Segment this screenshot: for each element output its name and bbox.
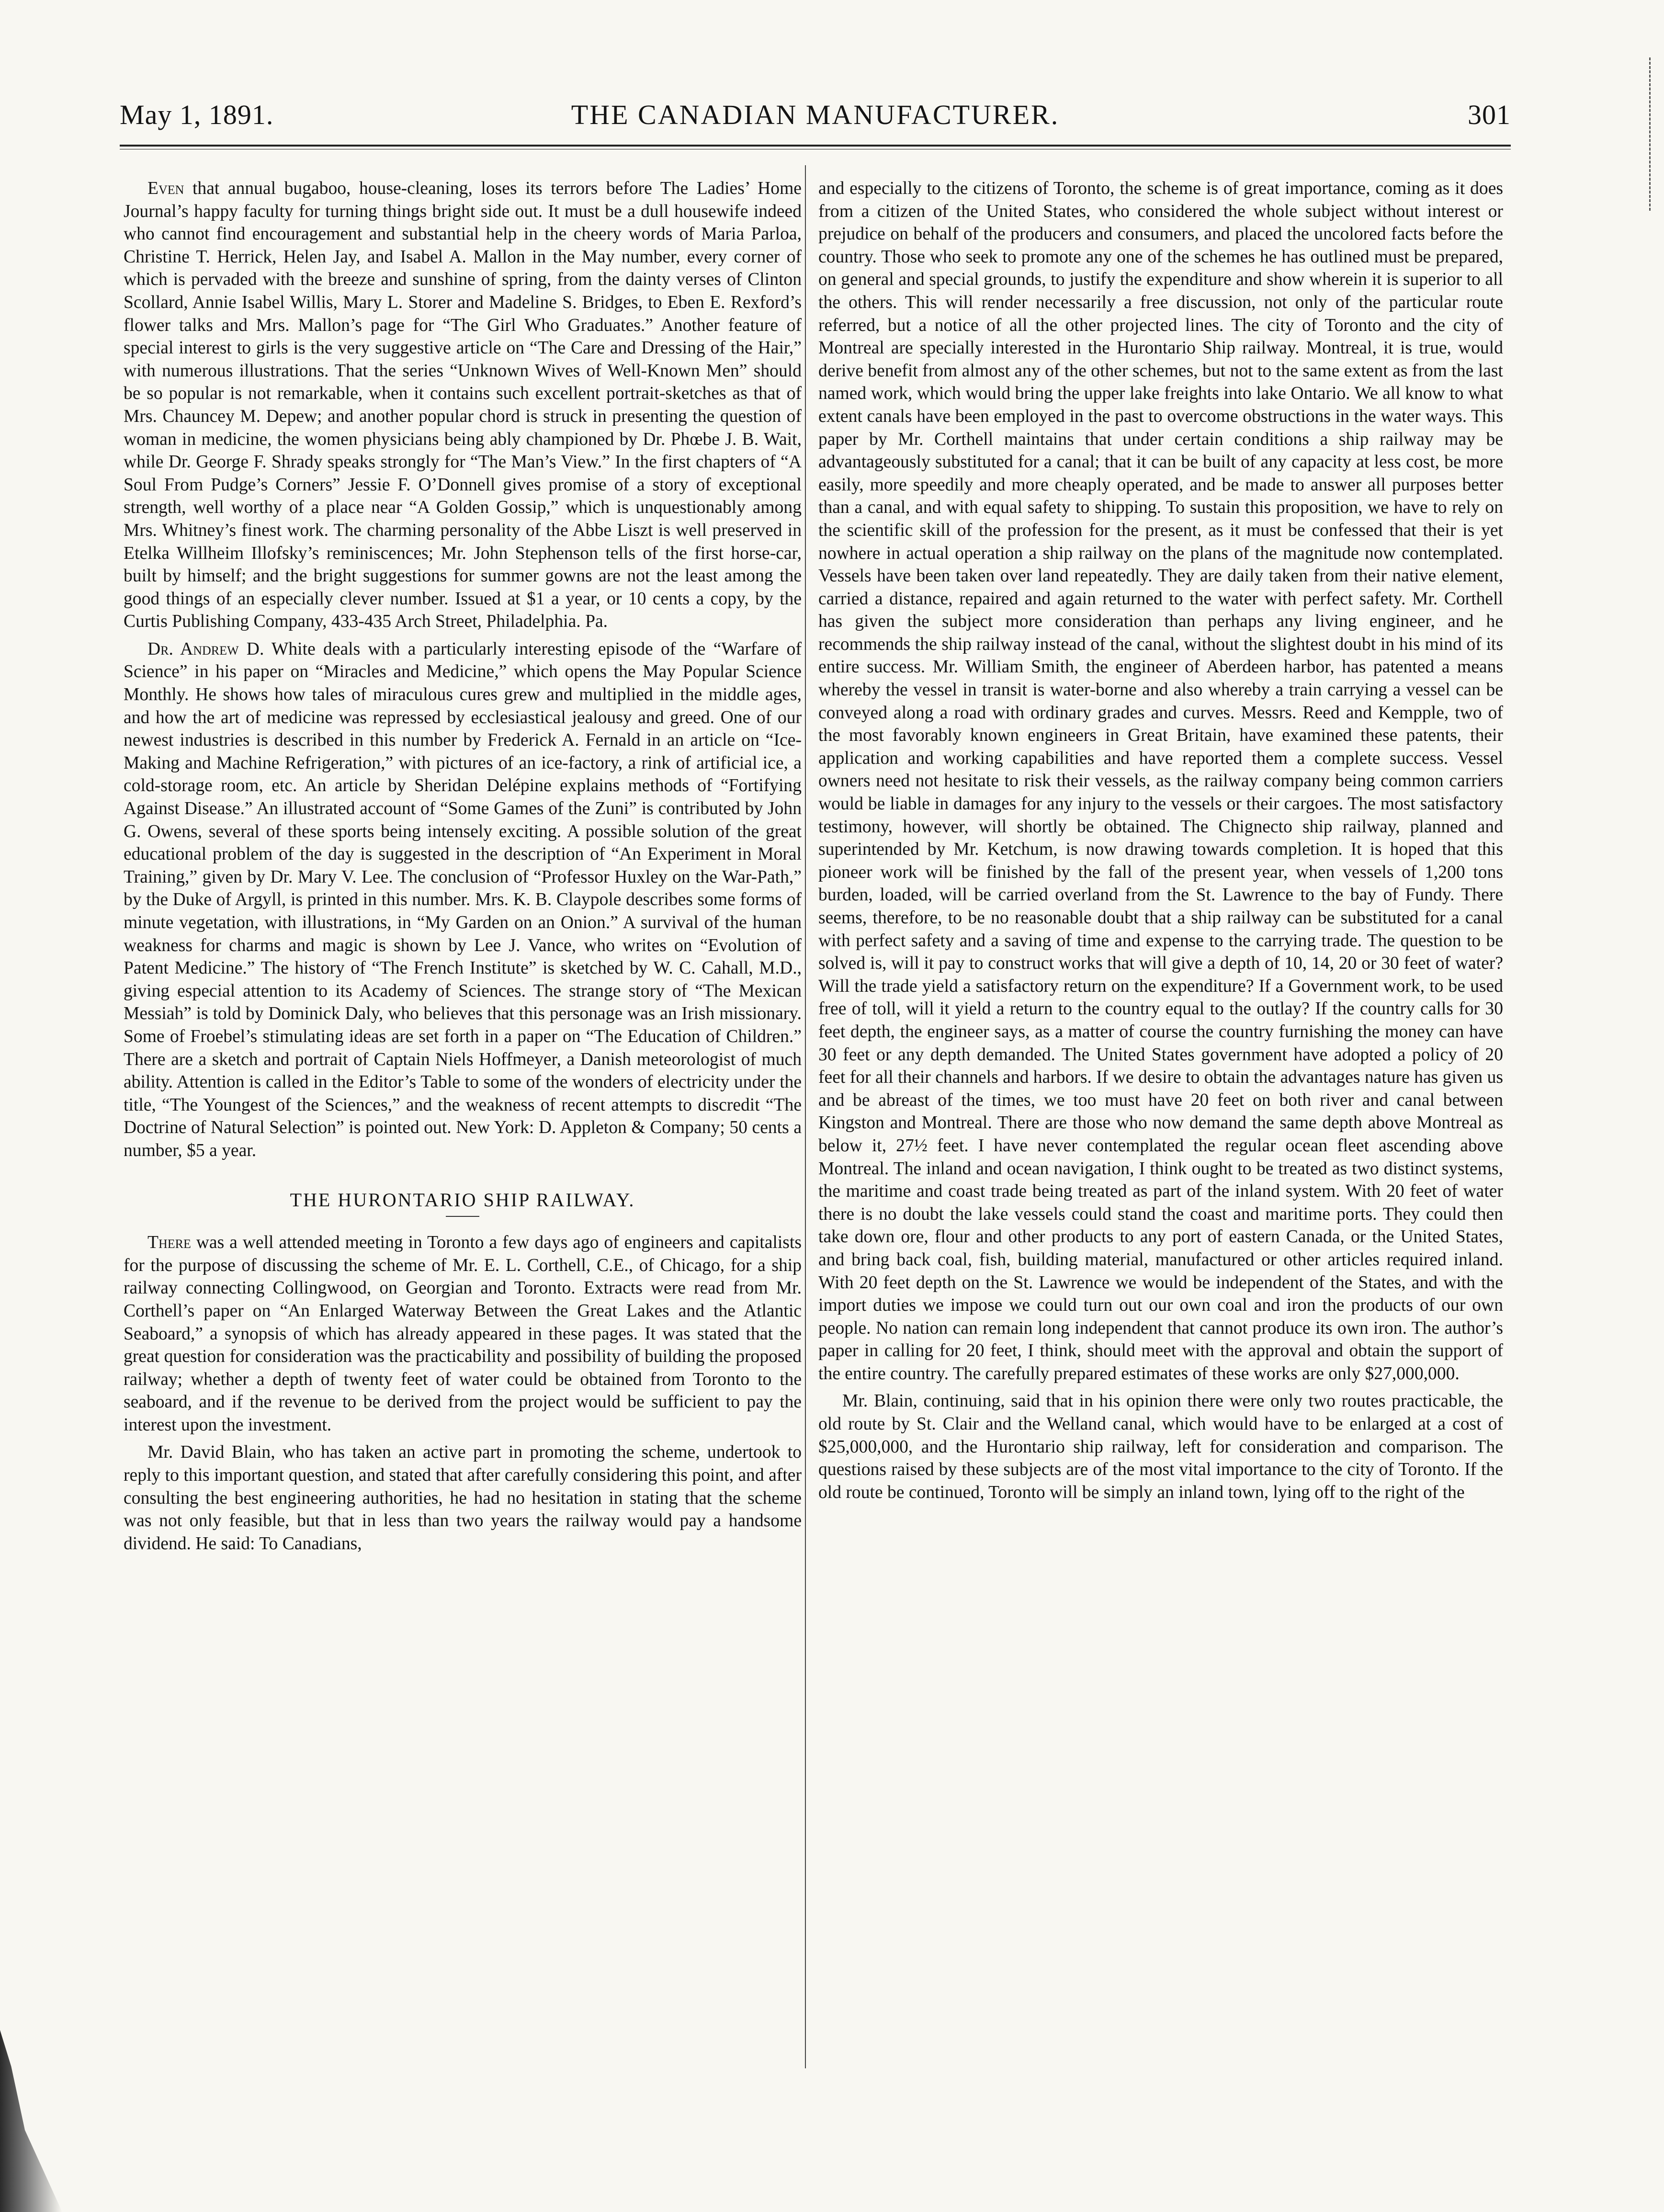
right-column (818, 177, 1503, 1509)
blain-continuing-paragraph: Mr. Blain, continuing, said that in his opinion there were only two routes practicable, the old route by St. Clair and the Welland canal, which would have to be enlarged at a cost of $25,000,000, and the Hurontario ship railway, left for consideration and comparison. The questions raised by these subjects are of the most vital importance to the city of Toronto. If the old route be continued, Toronto will be simply an inland town, lying off to the right of the (818, 1391, 1503, 1502)
paragraph-lead: There (147, 1233, 191, 1253)
continued-paragraph: and especially to the citizens of Toronto, the scheme is of great importance, coming as it does from a citizen of the United States, who considered the whole subject without interest or prejudice on behalf of the producers and consumers, and placed the uncolored facts before the country. Those who seek to promote any one of the schemes he has outlined must be prepared, on general and special grounds, to justify the expenditure and show wherein it is superior to all the others. This will render necessarily a free discussion, not only of the particular route referred, but a notice of all the other projected lines. The city of Toronto and the city of Montreal are specially interested in the Hurontario Ship railway. Montreal, it is true, would derive benefit from almost any of the other schemes, but not to the same extent as from the last named work, which would bring the upper lake freights into lake Ontario. We all know to what extent canals have been employed in the past to overcome obstructions in the water ways. This paper by Mr. Corthell maintains that under certain conditions a ship railway may be advantageously substituted for a canal; that it can be built of any capacity at less cost, be more easily, more speedily and more cheaply operated, and be made to answer all purposes better than a canal, and with equal safety to shipping. To sustain this proposition, we have to rely on the scientific skill of the profession for the present, as it must be confessed that their is yet nowhere in actual operation a ship railway on the plans of the magnitude now contemplated. Vessels have been taken over land repeatedly. They are daily taken from their native element, carried a distance, repaired and again returned to the water with perfect safety. Mr. Corthell has given the subject more consideration than perhaps any living engineer, and he recommends the ship railway instead of the canal, without the slightest doubt in his mind of its entire success. Mr. William Smith, the engineer of Aberdeen harbor, has patented a means whereby the vessel in transit is water-borne and also whereby a train carrying a vessel can be conveyed along a road with ordinary grades and curves. Messrs. Reed and Kempple, two of the most favorably known engineers in Great Britain, have examined these patents, their application and working capabilities and have reported them a complete success. Vessel owners need not hesitate to risk their vessels, as the railway company being common carriers would be liable in damages for any injury to the vessels or their cargoes. The most satisfactory testimony, however, will shortly be obtained. The Chignecto ship railway, planned and superintended by Mr. Ketchum, is now drawing towards completion. It is hoped that this pioneer work will be finished by the fall of the present year, when vessels of 1,200 tons burden, loaded, will be carried overland from the St. Lawrence to the bay of Fundy. There seems, therefore, to be no reasonable doubt that a ship railway can be substituted for a canal with perfect safety and a saving of time and expense to the carrying trade. The question to be solved is, will it pay to construct works that will give a depth of 10, 14, 20 or 30 feet of water? Will the trade yield a satisfactory return on the expenditure? If a Government work, to be used free of toll, will it yield a return to the country equal to the outlay? If the country calls for 30 feet depth, the engineer says, as a matter of course the country furnishing the money can have 30 feet or any depth demanded. The United States government have adopted a policy of 20 feet for all their channels and harbors. If we desire to obtain the advantages nature has given us and be abreast of the times, we too must have 20 feet on both river and canal between Kingston and Montreal. There are those who now demand the same depth above Montreal as below it, 27½ feet. I have never contemplated the regular ocean fleet ascending above Montreal. The inland and ocean navigation, I think ought to be treated as two distinct systems, the maritime and coast trade being treated as part of the inland system. With 20 feet of water there is no doubt the lake vessels could stand the coast and maritime ports. They could then take down ore, flour and other products to any port of eastern Canada, or the United States, and bring back coal, fish, building material, manufactured or other articles required inland. With 20 feet depth on the St. Lawrence we would be independent of the States, and with the import duties we impose we could turn out our own coal and iron the products of our own people. No nation can remain long independent that cannot produce its own iron. The author’s paper in calling for 20 feet, I think, should meet with the approval and obtain the support of the entire country. The carefully prepared estimates of these works are only $27,000,000. (818, 179, 1503, 1384)
paragraph-text: D. White deals with a particularly interesting episode of the “Warfare of Science” in his paper on “Miracles and Medicine,” which opens the May Popular Science Monthly. He shows how tales of miraculous cures grew and multiplied in the middle ages, and how the art of medicine was repressed by ecclesiastical jealousy and greed. One of our newest industries is described in this number by Frederick A. Fernald in an article on “Ice-Making and Machine Refrigeration,” with pictures of an ice-factory, a rink of artificial ice, a cold-storage room, etc. An article by Sheridan Delépine explains methods of “Fortifying Against Disease.” An illustrated account of “Some Games of the Zuni” is contributed by John G. Owens, several of these sports being intensely exciting. A possible solution of the great educational problem of the day is suggested in the description of “An Experiment in Moral Training,” given by Dr. Mary V. Lee. The conclusion of “Professor Huxley on the War-Path,” by the Duke of Argyll, is printed in this number. Mrs. K. B. Claypole describes some forms of minute vegetation, with illustrations, in “My Garden on an Onion.” A survival of the human weakness for charms and magic is shown by Lee J. Vance, who writes on “Evolution of Patent Medicine.” The history of “The French Institute” is sketched by W. C. Cahall, M.D., giving especial attention to its Academy of Sciences. The strange story of “The Mexican Messiah” is told by Dominick Daly, who believes that this personage was an Irish missionary. Some of Froebel’s stimulating ideas are set forth in a paper on “The Education of Children.” There are a sketch and portrait of Captain Niels Hoffmeyer, a Danish meteorologist of much ability. Attention is called in the Editor’s Table to some of the wonders of electricity under the title, “The Youngest of the Sciences,” and the weakness of recent attempts to discredit “The Doctrine of Natural Selection” is pointed out. New York: D. Appleton & Company; 50 cents a number, $5 a year. (124, 639, 802, 1160)
page-number: 301 (1468, 99, 1511, 130)
issue-date: May 1, 1891. (120, 99, 274, 130)
ship-railway-meeting-paragraph (124, 1231, 802, 1436)
ladies-home-journal-paragraph (124, 177, 802, 633)
paragraph-lead: Dr. Andrew (147, 639, 239, 659)
page-header (120, 98, 1511, 151)
paragraph-lead: Even (147, 179, 184, 198)
popular-science-paragraph (124, 638, 802, 1162)
header-rule (120, 145, 1511, 149)
paragraph-text: was a well attended meeting in Toronto a few days ago of engineers and capitalists for the purpose of discussing the scheme of Mr. E. L. Corthell, C.E., of Chicago, for a ship railway connecting Collingwood, on Georgian and Toronto. Extracts were read from Mr. Corthell’s paper on “An Enlarged Waterway Between the Great Lakes and the Atlantic Seaboard,” a synopsis of which has already appeared in these pages. It was stated that the great question for consideration was the practicability and possibility of building the proposed railway; whether a depth of twenty feet of water could be obtained from Toronto to the seaboard, and if the revenue to be derived from the project would be sufficient to pay the interest upon the investment. (124, 1233, 802, 1435)
page-edge-shadow (0, 2030, 62, 2212)
section-title: THE HURONTARIO SHIP RAILWAY. (290, 1189, 635, 1211)
column-divider (805, 165, 806, 2068)
david-blain-paragraph: Mr. David Blain, who has taken an active part in promoting the scheme, undertook to reply to this important question, and stated that after carefully considering this point, and after consulting the best engineering authorities, he had no hesitation in stating that the scheme was not only feasible, but that in less than two years the railway would pay a handsome dividend. He said: To Canadians, (124, 1442, 802, 1554)
publication-title: THE CANADIAN MANUFACTURER. (571, 99, 1060, 130)
page-edge-mark (1649, 57, 1654, 211)
section-rule (446, 1216, 479, 1217)
left-column (124, 177, 802, 1560)
paragraph-text: that annual bugaboo, house-cleaning, loses its terrors before The Ladies’ Home Journal’s happy faculty for turning things bright side out. It must be a dull housewife indeed who cannot find encouragement and substantial help in the cheery words of Maria Parloa, Christine T. Herrick, Helen Jay, and Isabel A. Mallon in the May number, every corner of which is pervaded with the breeze and sunshine of spring, from the dainty verses of Clinton Scollard, Annie Isabel Willis, Mary L. Storer and Madeline S. Bridges, to Eben E. Rexford’s flower talks and Mrs. Mallon’s page for “The Girl Who Graduates.” Another feature of special interest to girls is the very suggestive article on “The Care and Dressing of the Hair,” with numerous illustrations. That the series “Unknown Wives of Well-Known Men” should be so popular is not remarkable, when it contains such excellent portrait-sketches as that of Mrs. Chauncey M. Depew; and another popular chord is struck in presenting the question of woman in medicine, the women physicians being ably championed by Dr. Phœbe J. B. Wait, while Dr. George F. Shrady speaks strongly for “The Man’s View.” In the first chapters of “A Soul From Pudge’s Corners” Jessie F. O’Donnell gives promise of a story of exceptional strength, well worthy of a place near “A Golden Gossip,” which is unquestionably among Mrs. Whitney’s finest work. The charming personality of the Abbe Liszt is well preserved in Etelka Willheim Illofsky’s reminiscences; Mr. John Stephenson tells of the first horse-car, built by himself; and the bright suggestions for summer gowns are not the least among the good things of an especially clever number. Issued at $1 a year, or 10 cents a copy, by the Curtis Publishing Company, 433-435 Arch Street, Philadelphia. Pa. (124, 179, 802, 632)
